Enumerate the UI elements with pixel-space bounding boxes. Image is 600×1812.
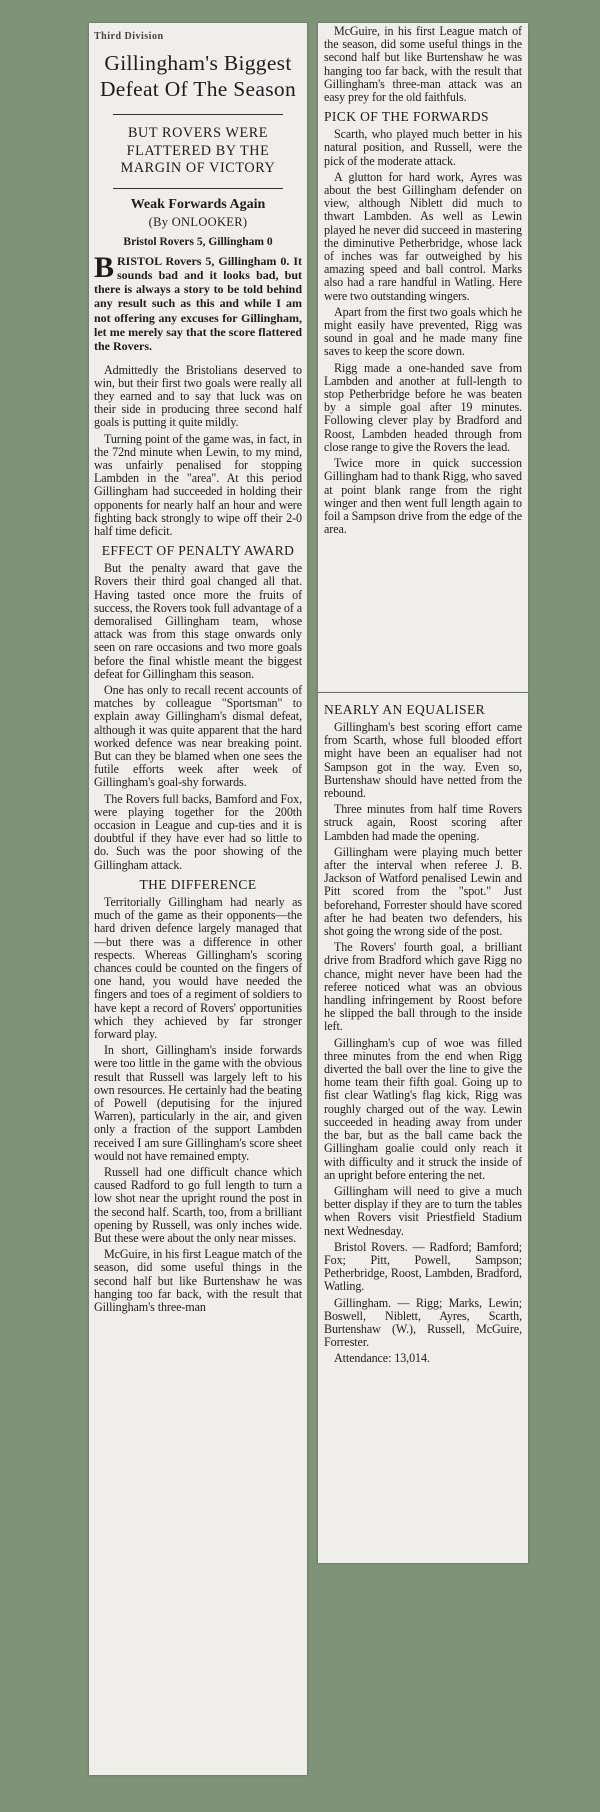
crosshead-equaliser: NEARLY AN EQUALISER [324,702,485,717]
right-top-body-1 [324,25,522,104]
article-paragraph: Turning point of the game was, in fact, in the 72nd minute when Lewin, to my mind, was unfairly penalised for stopping Lambden in the "area". At this period Gillingham had succeeded in holding their opponents for nearly half an hour and were fighting back strongly to wipe off their 2-0 half time deficit. [94,431,302,539]
subhead: Weak Forwards Again [130,196,266,212]
left-body-3 [94,896,302,1314]
headline: Gillingham's Biggest Defeat Of The Season [99,51,297,101]
article-paragraph: Gillingham's best scoring effort came from Scarth, whose full blooded effort might have been an equaliser had not Sampson got in the way. Even so, Burtenshaw should have netted from the rebound. [324,720,522,801]
article-paragraph: In short, Gillingham's inside forwards were too little in the game with the obvious result that Russell was largely left to his own resources. He certainly had the beating of Powell (deputising for the injured Warren), particularly in the air, and given only a fraction of the support Lambden received I am sure Gillingham's score sheet would not have remained empty. [94,1043,302,1163]
article-paragraph: But the penalty award that gave the Rovers their third goal changed all that. Having tasted once more the fruits of success, the Rovers took full advantage of a demoralised Gillingham team, whose attack was from this stage onwards only seen on rare occasions and two more goals before the final whistle meant the biggest defeat for Gillingham this season. [94,561,302,681]
deck-headline: BUT ROVERS WERE FLATTERED BY THE MARGIN OF VICTORY [120,125,276,176]
article-paragraph: Territorially Gillingham had nearly as much of the game as their opponents—the hard driven defence largely managed that—but there was a difference in other respects. Whereas Gillingham's scoring chances could be counted on the fingers of one hand, you would have needed the fingers and toes of a regiment of soldiers to have kept a record of Rovers' opportunities which they achieved by far stronger forward play. [94,894,302,1041]
left-body-1 [94,364,302,539]
crosshead-penalty: EFFECT OF PENALTY AWARD [101,543,295,559]
left-body-2 [94,562,302,872]
crosshead-forwards: PICK OF THE FORWARDS [324,109,489,125]
right-bottom-body [324,721,522,1238]
right-bottom-clipping [318,693,528,1563]
article-paragraph: McGuire, in his first League match of the season, did some useful things in the second half but like Burtenshaw he was hanging too far back, with the result that Gillingham's three-man [94,1247,302,1314]
article-paragraph: Admittedly the Bristolians deserved to win, but their first two goals were really all they earned and to say that luck was on their side in producing three second half goals is putting it quite mildly. [94,362,302,430]
left-column-clipping [89,23,307,1775]
article-paragraph: Gillingham will need to give a much better display if they are to turn the tables when Rovers visit Priestfield Stadium next Wednesday. [324,1183,522,1238]
article-paragraph: Apart from the first two goals which he might easily have prevented, Rigg was sound in goal and he made many fine saves to keep the score down. [324,304,522,359]
article-paragraph: Gillingham were playing much better after the interval when referee J. B. Jackson of Watford penalised Lewin and Pitt scored from the "spot." Just beforehand, Forrester should have scored after he had beaten two defenders, his shot going the wrong side of the post. [324,844,522,939]
article-paragraph: A glutton for hard work, Ayres was about the best Gillingham defender on view, although Niblett did much to thwart Lambden. As well as Lewin played he never did succeed in mastering the diminutive Petherbridge, whose lack of inches was far outweighed by his amazing speed and ball control. Marks also had a rare handful in Watling. Here were two outstanding wingers. [324,169,522,303]
headline-rule [113,114,283,115]
right-top-clipping [318,23,528,692]
article-paragraph: Bristol Rovers. — Radford; Bamford; Fox; Pitt, Powell, Sampson; Petherbridge, Roost, Lambden, Bradford, Watling. [324,1239,522,1294]
article-paragraph: Rigg made a one-handed save from Lambden and another at full-length to stop Petherbridge before he was beaten by a simple goal after 19 minutes. Following clever play by Bradford and Roost, Lambden headed through from close range to give the Rovers the lead. [324,360,522,454]
score-line: Bristol Rovers 5, Gillingham 0 [123,235,273,248]
article-paragraph: Twice more in quick succession Gillingham had to thank Rigg, who saved at point blank range from the right winger and then went full length again to foil a Sampson drive from the edge of the area. [324,456,522,537]
intro-paragraph [94,250,302,354]
right-top-body-2 [324,128,522,536]
article-paragraph: Gillingham. — Rigg; Marks, Lewin; Boswell, Niblett, Ayres, Scarth, Burtenshaw (W.), Russell, McGuire, Forrester. [324,1295,522,1350]
article-paragraph: Three minutes from half time Rovers struck again, Roost scoring after Lambden had made the opening. [324,802,522,843]
article-paragraph: The Rovers full backs, Bamford and Fox, were playing together for the 200th occasion in League and cup-ties and it is doubtful if they have ever had so little to do. Such was the poor showing of the Gillingham attack. [94,791,302,872]
article-paragraph: Gillingham's cup of woe was filled three minutes from the end when Rigg diverted the ball over the line to give the home team their fifth goal. Going up to fist clear Watling's flag kick, Rigg was roughly charged out of the way. Lewin succeeded in heading away from under the bar, but as the ball came back the Gillingham goalie could only reach it with difficulty and it struck the inside of an upright before entering the net. [324,1035,522,1182]
article-paragraph: Attendance: 13,014. [334,1351,430,1366]
article-paragraph: Russell had one difficult chance which caused Radford to go full length to turn a low shot near the upright round the post in the second half. Scarth, too, from a brilliant opening by Russell, was only inches wide. But these were about the only near misses. [94,1164,302,1245]
article-paragraph: One has only to recall recent accounts of matches by colleague "Sportsman" to explain away Gillingham's dismal defeat, although it was quite apparent that the hard worked defence was near breaking point. But can they be blamed when one sees the futile efforts week after week of Gillingham's goal-shy forwards. [94,683,302,790]
intro-text: RISTOL Rovers 5, Gillingham 0. It sounds bad and it looks bad, but there is always a story to be told behind any result such as this and while I am not offering any excuses for Gillingham, let me merely say that the score flattered the Rovers. [94,253,302,354]
byline: (By ONLOOKER) [148,214,248,229]
drop-cap: B [94,250,115,284]
section-label: Third Division [94,31,164,42]
team-lineups [324,1241,522,1366]
article-paragraph: Scarth, who played much better in his natural position, and Russell, were the pick of the moderate attack. [324,127,522,168]
article-paragraph: McGuire, in his first League match of the season, did some useful things in the second half but like Burtenshaw he was hanging too far back, with the result that Gillingham's three-man attack was an easy prey for the old faithfuls. [324,24,522,105]
crosshead-difference: THE DIFFERENCE [139,876,257,892]
article-paragraph: The Rovers' fourth goal, a brilliant drive from Bradford which gave Rigg no chance, might never have been had the referee noticed what was an obvious handling infringement by Roost before he slipped the ball through to the inside left. [324,940,522,1034]
deck-rule [113,188,283,189]
